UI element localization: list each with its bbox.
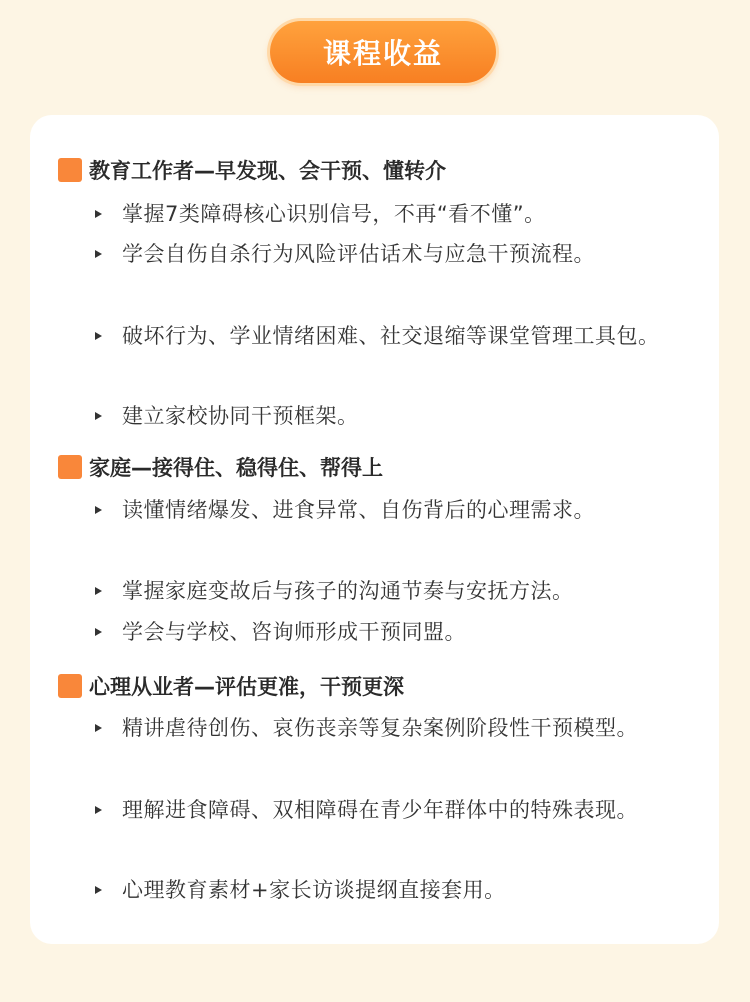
triangle-bullet-icon bbox=[95, 587, 102, 595]
list-item-text: 学会与学校、咨询师形成干预同盟。 bbox=[122, 620, 466, 644]
list-item-text: 理解进食障碍、双相障碍在青少年群体中的特殊表现。 bbox=[122, 798, 638, 822]
triangle-bullet-icon bbox=[95, 628, 102, 636]
list-item-text: 破坏行为、学业情绪困难、社交退缩等课堂管理工具包。 bbox=[122, 324, 660, 348]
section-title: 教育工作者—早发现、会干预、懂转介 bbox=[89, 159, 446, 183]
triangle-bullet-icon bbox=[95, 250, 102, 258]
triangle-bullet-icon bbox=[95, 806, 102, 814]
triangle-bullet-icon bbox=[95, 332, 102, 340]
triangle-bullet-icon bbox=[95, 412, 102, 420]
list-item-text: 精讲虐待创伤、哀伤丧亲等复杂案例阶段性干预模型。 bbox=[122, 716, 638, 740]
square-bullet-icon bbox=[58, 674, 82, 698]
list-item-text: 心理教育素材+家长访谈提纲直接套用。 bbox=[122, 878, 506, 902]
triangle-bullet-icon bbox=[95, 886, 102, 894]
section-title: 心理从业者—评估更准，干预更深 bbox=[89, 675, 404, 699]
list-item-text: 建立家校协同干预框架。 bbox=[122, 404, 359, 428]
section-header bbox=[58, 670, 404, 702]
section-header bbox=[58, 451, 383, 483]
list-item-text: 读懂情绪爆发、进食异常、自伤背后的心理需求。 bbox=[122, 498, 595, 522]
benefits-card bbox=[30, 115, 719, 944]
list-item bbox=[92, 708, 684, 749]
list-item-text: 掌握家庭变故后与孩子的沟通节奏与安抚方法。 bbox=[122, 579, 574, 603]
list-item-text: 掌握7类障碍核心识别信号，不再“看不懂”。 bbox=[122, 202, 546, 226]
triangle-bullet-icon bbox=[95, 724, 102, 732]
list-item bbox=[92, 490, 684, 531]
page-title: 课程收益 bbox=[322, 37, 443, 70]
list-item bbox=[92, 316, 684, 357]
square-bullet-icon bbox=[58, 455, 82, 479]
list-item bbox=[92, 234, 684, 275]
list-item bbox=[92, 790, 684, 831]
square-bullet-icon bbox=[58, 158, 82, 182]
triangle-bullet-icon bbox=[95, 506, 102, 514]
section-header bbox=[58, 154, 446, 186]
list-item bbox=[92, 870, 684, 911]
list-item bbox=[92, 612, 684, 653]
list-item bbox=[92, 396, 684, 437]
list-item bbox=[92, 194, 684, 235]
section-title: 家庭—接得住、稳得住、帮得上 bbox=[89, 456, 383, 480]
list-item bbox=[92, 571, 684, 612]
triangle-bullet-icon bbox=[95, 210, 102, 218]
title-banner bbox=[270, 21, 496, 83]
list-item-text: 学会自伤自杀行为风险评估话术与应急干预流程。 bbox=[122, 242, 595, 266]
